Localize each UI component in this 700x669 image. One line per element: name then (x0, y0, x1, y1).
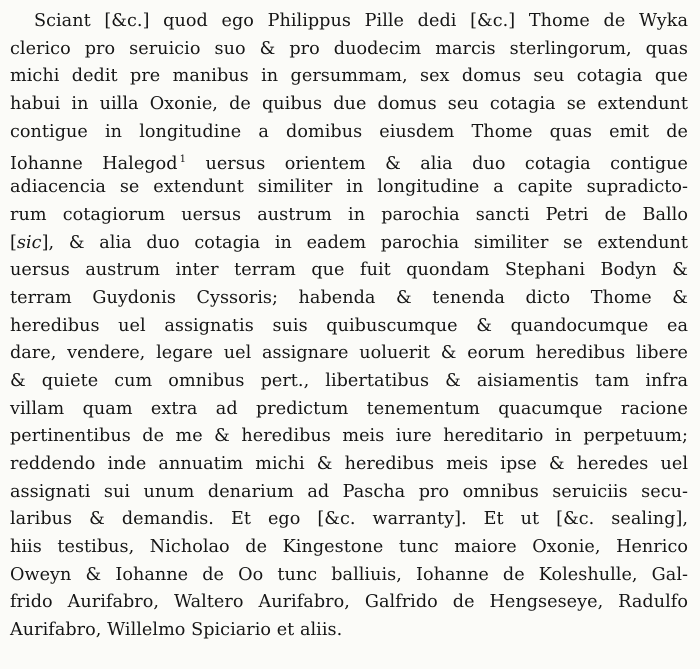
text-line-9-bracket: [ (10, 232, 17, 253)
text-line-9 (10, 230, 688, 258)
text-line-4: habui in uilla Oxonie, de quibus due domus seu cotagia se extendunt (10, 94, 688, 115)
text-line-8: rum cotagiorum uersus austrum in parochia sancti Petri de Ballo (10, 204, 688, 225)
text-line-7: adiacencia se extendunt similiter in longitudine a capite supradicto- (10, 177, 688, 198)
text-line-2: clerico pro seruicio suo & pro duodecim marcis sterlingorum, quas (10, 38, 688, 59)
text-line-6 (10, 146, 688, 174)
text-line-6-start: Iohanne Halegod (10, 154, 178, 175)
text-line-16: pertinentibus de me & heredibus meis iure hereditario in perpetuum; (10, 426, 688, 447)
text-line-17: reddendo inde annuatim michi & heredibus meis ipse & heredes uel (10, 454, 688, 474)
text-line-3: michi dedit pre manibus in gersummam, sex domus seu cotagia que (10, 66, 688, 87)
text-line-18: assignati sui unum denarium ad Pascha pro omnibus seruiciis secu- (10, 481, 688, 502)
text-line-23: Aurifabro, Willelmo Spiciario et aliis. (10, 620, 343, 641)
text-line-1: Sciant [&c.] quod ego Philippus Pille dedi [&c.] Thome de Wyka (34, 11, 688, 31)
text-line-10: uersus austrum inter terram que fuit quondam Stephani Bodyn & (10, 260, 688, 281)
text-line-14: & quiete cum omnibus pert., libertatibus & aisiamentis tam infra (10, 370, 688, 391)
text-line-11: terram Guydonis Cyssoris; habenda & tenenda dicto Thome & (10, 287, 688, 308)
text-line-9-end: ], & alia duo cotagia in eadem parochia similiter se extendunt (41, 232, 688, 253)
text-line-5: contigue in longitudine a domibus eiusdem Thome quas emit de (10, 121, 688, 142)
sic-annotation: sic (16, 232, 42, 253)
text-line-13: dare, vendere, legare uel assignare uoluerit & eorum heredibus libere (10, 343, 688, 364)
text-line-19: laribus & demandis. Et ego [&c. warranty]. Et ut [&c. sealing], (10, 509, 688, 530)
text-line-22: frido Aurifabro, Waltero Aurifabro, Galfrido de Hengseseye, Radulfo (10, 592, 688, 613)
footnote-marker: 1 (179, 154, 186, 166)
text-line-20: hiis testibus, Nicholao de Kingestone tunc maiore Oxonie, Henrico (10, 537, 688, 558)
text-line-15: villam quam extra ad predictum tenementum quacumque racione (10, 398, 688, 419)
charter-paragraph (10, 8, 688, 645)
text-line-12: heredibus uel assignatis suis quibuscumque & quandocumque ea (10, 315, 688, 336)
text-line-6-end: uersus orientem & alia duo cotagia contigue (186, 154, 688, 175)
text-line-21: Oweyn & Iohanne de Oo tunc balliuis, Iohanne de Koleshulle, Gal- (10, 564, 688, 585)
